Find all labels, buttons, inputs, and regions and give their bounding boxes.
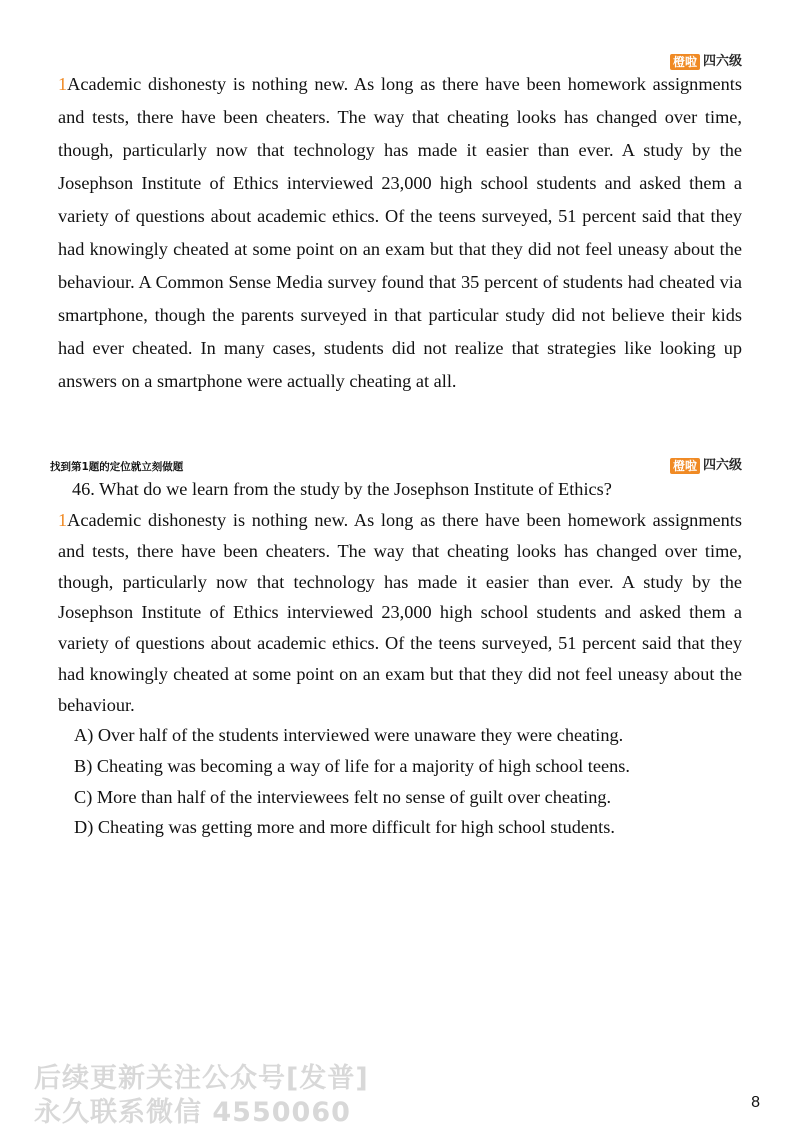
- watermark-line-2: 永久联系微信 4550060: [34, 1097, 351, 1128]
- passage-1-text: Academic dishonesty is nothing new. As long as there have been homework assignments and tests, there have been cheaters. The way that cheating looks has changed over time, though, particularly now that technology has made it easier than ever. A study by the Josephson Institute of Ethics interviewed 23,000 high school students and asked them a variety of questions about academic ethics. Of the teens surveyed, 51 percent said that they had knowingly cheated at some point on an exam but that they did not feel uneasy about the behaviour. A Common Sense Media survey found that 35 percent of students had cheated via smartphone, though the parents surveyed in that particular study did not believe their kids had ever cheated. In many cases, students did not realize that strategies like looking up answers on a smartphone were actually cheating at all.: [58, 74, 742, 391]
- passage-2: [58, 505, 742, 721]
- question-46: 46. What do we learn from the study by the Josephson Institute of Ethics?: [72, 479, 612, 499]
- brand-header-mid: [670, 458, 742, 474]
- brand-text: 四六级: [702, 458, 742, 473]
- passage-2-text: Academic dishonesty is nothing new. As long as there have been homework assignments and tests, there have been cheaters. The way that cheating looks has changed over time, though, particularly now that technology has made it easier than ever. A study by the Josephson Institute of Ethics interviewed 23,000 high school students and asked them a variety of questions about academic ethics. Of the teens surveyed, 51 percent said that they had knowingly cheated at some point on an exam but that they did not feel uneasy about the behaviour.: [58, 510, 742, 715]
- option-c: C) More than half of the interviewees felt no sense of guilt over cheating.: [74, 786, 612, 807]
- option-a: A) Over half of the students interviewed were unaware they were cheating.: [74, 725, 624, 745]
- answer-options: [74, 720, 630, 843]
- watermark: [34, 1062, 369, 1130]
- brand-logo: 橙啦: [670, 458, 700, 474]
- page-number: 8: [751, 1094, 760, 1111]
- brand-text: 四六级: [702, 54, 742, 69]
- option-d: D) Cheating was getting more and more difficult for high school students.: [74, 817, 615, 838]
- watermark-line-1: 后续更新关注公众号[发普]: [34, 1063, 369, 1094]
- passage-1: [58, 68, 742, 398]
- paragraph-number: 1: [58, 74, 68, 94]
- section-caption: 找到第1题的定位就立刻做题: [50, 461, 184, 473]
- option-b: B) Cheating was becoming a way of life for a majority of high school teens.: [74, 755, 630, 776]
- brand-logo: 橙啦: [670, 54, 700, 70]
- paragraph-number: 1: [58, 510, 68, 530]
